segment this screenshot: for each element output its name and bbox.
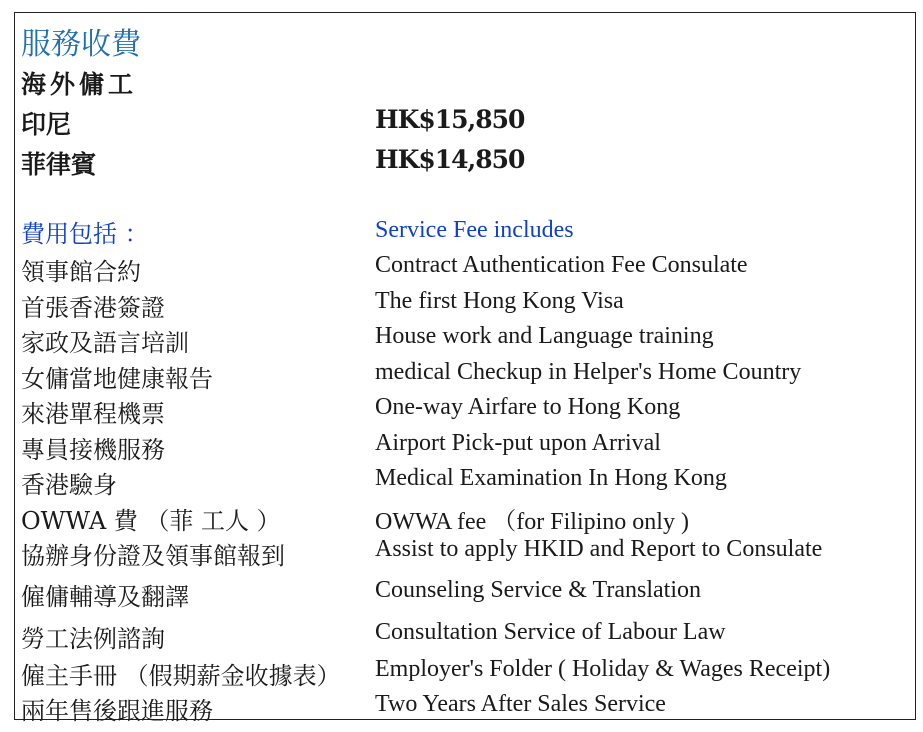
item-zh: OWWA 費 （菲 工人 ） <box>21 507 281 535</box>
price-value: HK$14,850 <box>375 145 525 174</box>
item-zh: 家政及語言培訓 <box>21 329 189 357</box>
item-en: Counseling Service & Translation <box>375 577 701 603</box>
item-zh: 領事館合約 <box>21 258 141 286</box>
item-zh: 僱主手冊 （假期薪金收據表） <box>21 662 341 690</box>
item-zh: 首張香港簽證 <box>21 294 165 322</box>
item-en: Two Years After Sales Service <box>375 691 666 717</box>
item-zh: 協辦身份證及領事館報到 <box>21 542 285 570</box>
item-en: medical Checkup in Helper's Home Country <box>375 359 802 385</box>
item-zh: 專員接機服務 <box>21 436 165 464</box>
country-label: 印尼 <box>21 110 72 139</box>
item-zh: 來港單程機票 <box>21 400 165 428</box>
item-zh: 女傭當地健康報告 <box>21 365 213 393</box>
price-sheet <box>14 12 916 725</box>
item-zh: 兩年售後跟進服務 <box>21 697 213 725</box>
item-en: The first Hong Kong Visa <box>375 288 624 314</box>
section-subtitle: 海外傭工 <box>21 70 138 99</box>
item-en: Consultation Service of Labour Law <box>375 619 726 645</box>
item-en: Contract Authentication Fee Consulate <box>375 252 748 278</box>
item-en: OWWA fee （for Filipino only ) <box>375 509 689 535</box>
item-en: Medical Examination In Hong Kong <box>375 465 727 491</box>
country-label: 菲律賓 <box>21 150 97 179</box>
includes-heading-zh: 費用包括 ： <box>21 220 149 248</box>
item-en: House work and Language training <box>375 323 714 349</box>
item-zh: 僱傭輔導及翻譯 <box>21 583 189 611</box>
item-zh: 香港驗身 <box>21 471 117 499</box>
item-en: Employer's Folder ( Holiday & Wages Receipt) <box>375 656 831 682</box>
item-en: One-way Airfare to Hong Kong <box>375 394 681 420</box>
item-en: Airport Pick-put upon Arrival <box>375 430 661 456</box>
item-en: Assist to apply HKID and Report to Consulate <box>375 536 823 562</box>
price-value: HK$15,850 <box>375 105 525 134</box>
includes-heading-en: Service Fee includes <box>375 217 574 243</box>
item-zh: 勞工法例諮詢 <box>21 625 165 653</box>
page-title: 服務收費 <box>21 27 141 62</box>
